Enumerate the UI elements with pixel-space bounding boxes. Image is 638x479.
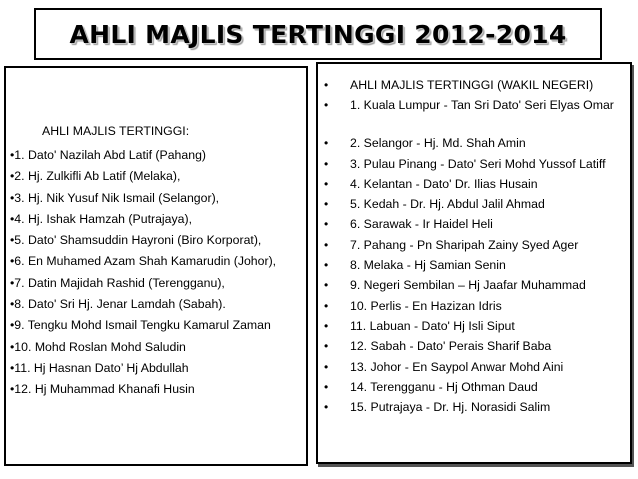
bullet-icon: • (324, 379, 329, 394)
bullet-icon: • (324, 298, 329, 313)
bullet-icon: • (324, 78, 329, 92)
list-item: •6. En Muhamed Azam Shah Kamarudin (Johor), (10, 254, 277, 269)
list-item (318, 339, 630, 359)
bullet-icon: • (324, 156, 329, 171)
bullet-icon: • (324, 258, 329, 273)
list-item (318, 258, 630, 278)
list-item: •3. Hj. Nik Yusuf Nik Ismail (Selangor), (10, 190, 220, 205)
list-item (318, 299, 630, 319)
list-item: •12. Hj Muhammad Khanafi Husin (10, 382, 195, 397)
list-item (318, 177, 630, 197)
list-item-text: 4. Kelantan - Dato' Dr. Ilias Husain (350, 176, 538, 191)
list-item: •8. Dato' Sri Hj. Jenar Lamdah (Sabah). (10, 297, 226, 312)
list-item: •9. Tengku Mohd Ismail Tengku Kamarul Zaman (10, 318, 271, 333)
list-item (318, 136, 630, 156)
list-item: •7. Datin Majidah Rashid (Terengganu), (10, 275, 225, 290)
right-panel (316, 62, 632, 464)
bullet-icon: • (324, 359, 329, 374)
list-item (318, 217, 630, 237)
bullet-icon: • (324, 237, 329, 252)
list-item-text: 6. Sarawak - Ir Haidel Heli (350, 217, 493, 232)
bullet-icon: • (324, 136, 329, 151)
list-item-text: 10. Perlis - En Hazizan Idris (350, 298, 502, 313)
left-member-list (10, 148, 306, 404)
list-item-text: 9. Negeri Sembilan – Hj Jaafar Muhammad (350, 278, 586, 293)
list-item (318, 400, 630, 420)
left-panel (4, 66, 308, 466)
bullet-icon: • (324, 278, 329, 293)
bullet-icon: • (324, 176, 329, 191)
page-title: AHLI MAJLIS TERTINGGI 2012-2014 (69, 19, 567, 49)
list-item-text: 11. Labuan - Dato' Hj Isli Siput (350, 318, 515, 333)
list-item: •2. Hj. Zulkifli Ab Latif (Melaka), (10, 169, 181, 184)
list-item-text: AHLI MAJLIS TERTINGGI (WAKIL NEGERI) (350, 78, 594, 92)
list-item-text: 7. Pahang - Pn Sharipah Zainy Syed Ager (350, 237, 579, 252)
list-item-text: 8. Melaka - Hj Samian Senin (350, 258, 506, 273)
list-item (318, 278, 630, 298)
list-item (318, 98, 630, 136)
list-item-text: 1. Kuala Lumpur - Tan Sri Dato' Seri Elyas Omar (350, 98, 614, 113)
list-item-text: 2. Selangor - Hj. Md. Shah Amin (350, 136, 526, 151)
bullet-icon: • (324, 400, 329, 415)
list-item-text: 5. Kedah - Dr. Hj. Abdul Jalil Ahmad (350, 197, 545, 212)
list-item (318, 157, 630, 177)
list-item: •11. Hj Hasnan Dato’ Hj Abdullah (10, 360, 189, 375)
list-item: •5. Dato' Shamsuddin Hayroni (Biro Korporat), (10, 233, 262, 248)
list-item (318, 380, 630, 400)
list-item (318, 360, 630, 380)
list-item: •4. Hj. Ishak Hamzah (Putrajaya), (10, 211, 192, 226)
list-item: •10. Mohd Roslan Mohd Saludin (10, 339, 186, 354)
state-representative-list (318, 78, 630, 420)
list-item (318, 197, 630, 217)
title-box (34, 8, 602, 60)
list-item-text: 14. Terengganu - Hj Othman Daud (350, 379, 538, 394)
list-item (318, 319, 630, 339)
list-item-text: 12. Sabah - Dato' Perais Sharif Baba (350, 339, 552, 354)
list-item-text: 3. Pulau Pinang - Dato' Seri Mohd Yussof Latiff (350, 156, 606, 171)
bullet-icon: • (324, 339, 329, 354)
list-item-text: 13. Johor - En Saypol Anwar Mohd Aini (350, 359, 564, 374)
bullet-icon: • (324, 318, 329, 333)
bullet-icon: • (324, 197, 329, 212)
left-panel-heading: AHLI MAJLIS TERTINGGI: (42, 124, 190, 138)
list-item-text: 15. Putrajaya - Dr. Hj. Norasidi Salim (350, 400, 551, 415)
bullet-icon: • (324, 217, 329, 232)
list-item (318, 238, 630, 258)
list-item: •1. Dato' Nazilah Abd Latif (Pahang) (10, 148, 207, 162)
list-item-heading (318, 78, 630, 98)
bullet-icon: • (324, 98, 329, 113)
